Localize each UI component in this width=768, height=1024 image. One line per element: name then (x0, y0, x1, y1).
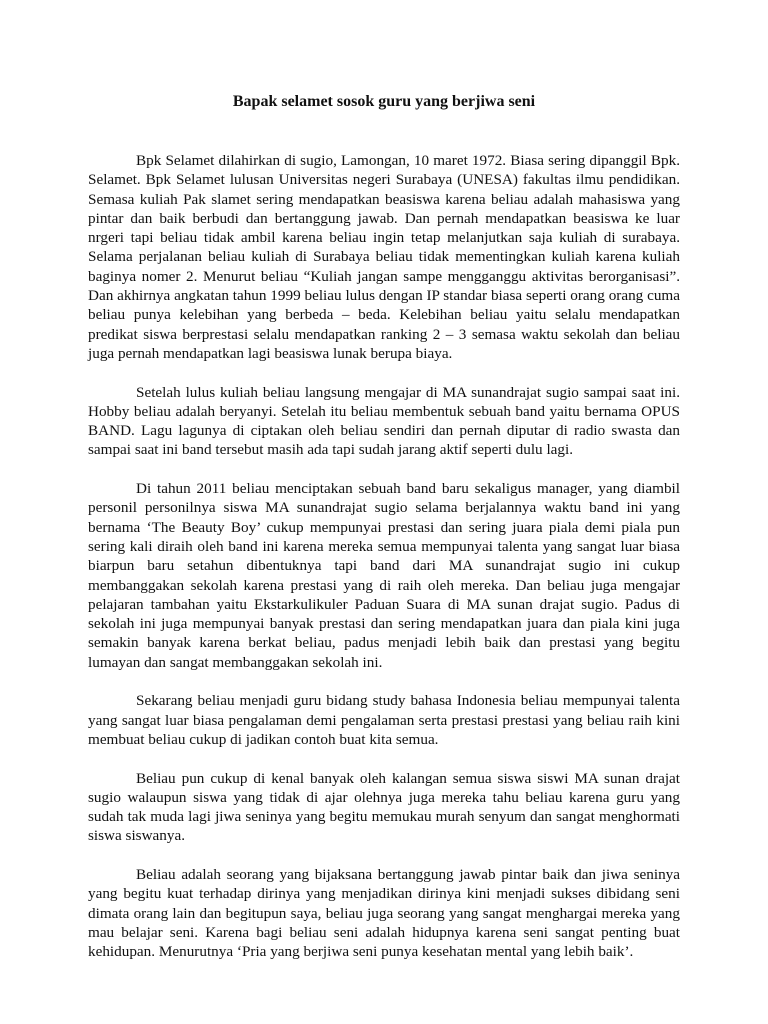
paragraph-6: Beliau adalah seorang yang bijaksana bertanggung jawab pintar baik dan jiwa seninya yang begitu kuat terhadap dirinya yang menjadikan dirinya kini menjadi sukses dibidang seni dimata orang lain dan begitupun saya, beliau juga seorang yang sangat menghargai mereka yang mau belajar seni. Karena bagi beliau seni adalah hidupnya karena seni sangat penting buat kehidupan. Menurutnya ‘Pria yang berjiwa seni punya kesehatan mental yang lebih baik’. (88, 865, 680, 961)
paragraph-3: Di tahun 2011 beliau menciptakan sebuah band baru sekaligus manager, yang diambil personil personilnya siswa MA sunandrajat sugio selama berjalannya waktu band ini yang bernama ‘The Beauty Boy’ cukup mempunyai prestasi dan sering juara piala demi piala pun sering kali diraih oleh band ini karena mereka semua mempunyai talenta yang sangat luar biasa biarpun baru setahun dibentuknya tapi band dari MA sunandrajat sugio ini cukup membanggakan sekolah karena prestasi yang di raih oleh mereka. Dan beliau juga mengajar pelajaran tambahan yaitu Ekstarkulikuler Paduan Suara di MA sunan drajat sugio. Padus di sekolah ini juga mempunyai banyak prestasi dan sering mendapatkan juara dan piala kini juga semakin banyak karena berkat beliau, padus menjadi lebih baik dan prestasi yang begitu lumayan dan sangat membanggakan sekolah ini. (88, 480, 680, 671)
paragraph-5: Beliau pun cukup di kenal banyak oleh kalangan semua siswa siswi MA sunan drajat sugio walaupun siswa yang tidak di ajar olehnya juga mereka tahu beliau karena guru yang sudah tak muda lagi jiwa seninya yang begitu memukau murah senyum dan sangat menghormati siswa siswanya. (88, 769, 680, 845)
paragraph-1: Bpk Selamet dilahirkan di sugio, Lamongan, 10 maret 1972. Biasa sering dipanggil Bpk. Selamet. Bpk Selamet lulusan Universitas negeri Surabaya (UNESA) fakultas ilmu pendidikan. Semasa kuliah Pak slamet sering mendapatkan beasiswa karena beliau adalah mahasiswa yang pintar dan baik berbudi dan bertanggung jawab. Dan pernah mendapatkan beasiswa ke luar nrgeri tapi beliau tidak ambil karena beliau ingin tetap melanjutkan saja kuliah di surabaya. Selama perjalanan beliau kuliah di Surabaya beliau tidak mementingkan kuliah karena kuliah baginya nomer 2. Menurut beliau “Kuliah jangan sampe mengganggu aktivitas berorganisasi”. Dan akhirnya angkatan tahun 1999 beliau lulus dengan IP standar biasa seperti orang orang cuma beliau punya kelebihan yang berbeda – beda. Kelebihan beliau yaitu selalu mendapatkan predikat siswa berprestasi selalu mendapatkan ranking 2 – 3 semasa waktu sekolah dan beliau juga pernah mendapatkan lagi beasiswa lunak berupa biaya. (88, 152, 680, 362)
document-page (88, 92, 680, 981)
paragraph-4: Sekarang beliau menjadi guru bidang study bahasa Indonesia beliau mempunyai talenta yang sangat luar biasa pengalaman demi pengalaman serta prestasi prestasi yang beliau raih kini membuat beliau cukup di jadikan contoh buat kita semua. (88, 692, 680, 748)
document-title: Bapak selamet sosok guru yang berjiwa seni (232, 93, 536, 110)
paragraph-2: Setelah lulus kuliah beliau langsung mengajar di MA sunandrajat sugio sampai saat ini. Hobby beliau adalah beryanyi. Setelah itu beliau membentuk sebuah band yaitu bernama OPUS BAND. Lagu lagunya di ciptakan oleh beliau sendiri dan pernah diputar di radio swasta dan sampai saat ini band tersebut masih ada tapi sudah jarang aktif seperti dulu lagi. (88, 383, 680, 459)
